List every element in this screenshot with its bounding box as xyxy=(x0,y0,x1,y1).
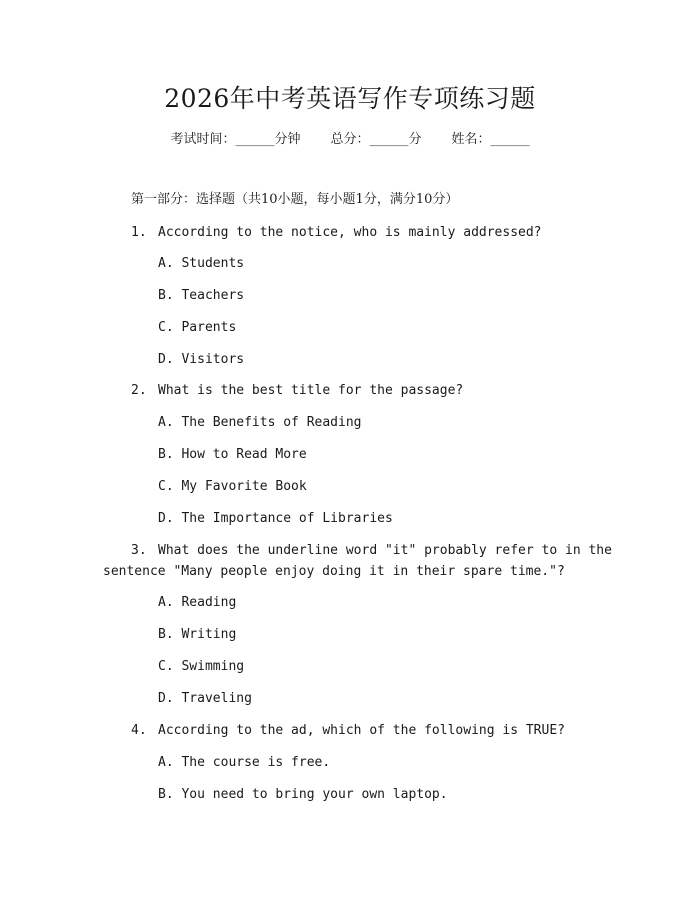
question-1-option-b: B. Teachers xyxy=(158,288,245,303)
question-1-option-d: D. Visitors xyxy=(158,352,245,367)
question-2 xyxy=(131,382,463,400)
question-3-continuation: sentence "Many people enjoy doing it in their spare time."? xyxy=(103,564,565,579)
question-3-option-a: A. Reading xyxy=(158,595,237,610)
question-text: According to the ad, which of the following is TRUE? xyxy=(158,723,565,738)
question-4-option-a: A. The course is free. xyxy=(158,755,331,770)
question-number: 1. xyxy=(131,225,147,240)
question-3-option-b: B. Writing xyxy=(158,627,237,642)
exam-time-field: 考试时间：______分钟 xyxy=(170,132,301,147)
question-number: 3. xyxy=(131,543,147,558)
question-3-option-d: D. Traveling xyxy=(158,691,252,706)
question-1 xyxy=(131,224,542,242)
question-2-option-d: D. The Importance of Libraries xyxy=(158,511,393,526)
question-text: What does the underline word "it" probably refer to in the xyxy=(158,543,612,558)
question-number: 4. xyxy=(131,723,147,738)
student-name-field: 姓名：______ xyxy=(451,132,530,147)
question-2-option-b: B. How to Read More xyxy=(158,447,307,462)
question-2-option-c: C. My Favorite Book xyxy=(158,479,307,494)
question-1-option-a: A. Students xyxy=(158,256,245,271)
question-2-option-a: A. The Benefits of Reading xyxy=(158,415,362,430)
question-number: 2. xyxy=(131,383,147,398)
question-text: According to the notice, who is mainly addressed? xyxy=(158,225,542,240)
question-text: What is the best title for the passage? xyxy=(158,383,464,398)
question-4 xyxy=(131,722,565,740)
question-3 xyxy=(131,542,612,560)
total-score-field: 总分：______分 xyxy=(330,132,422,147)
exam-meta xyxy=(0,131,700,149)
document-title: 2026年中考英语写作专项练习题 xyxy=(164,84,536,113)
section-title: 第一部分：选择题（共10小题，每小题1分，满分10分） xyxy=(131,192,459,207)
question-3-option-c: C. Swimming xyxy=(158,659,245,674)
question-1-option-c: C. Parents xyxy=(158,320,237,335)
question-4-option-b: B. You need to bring your own laptop. xyxy=(158,787,448,802)
